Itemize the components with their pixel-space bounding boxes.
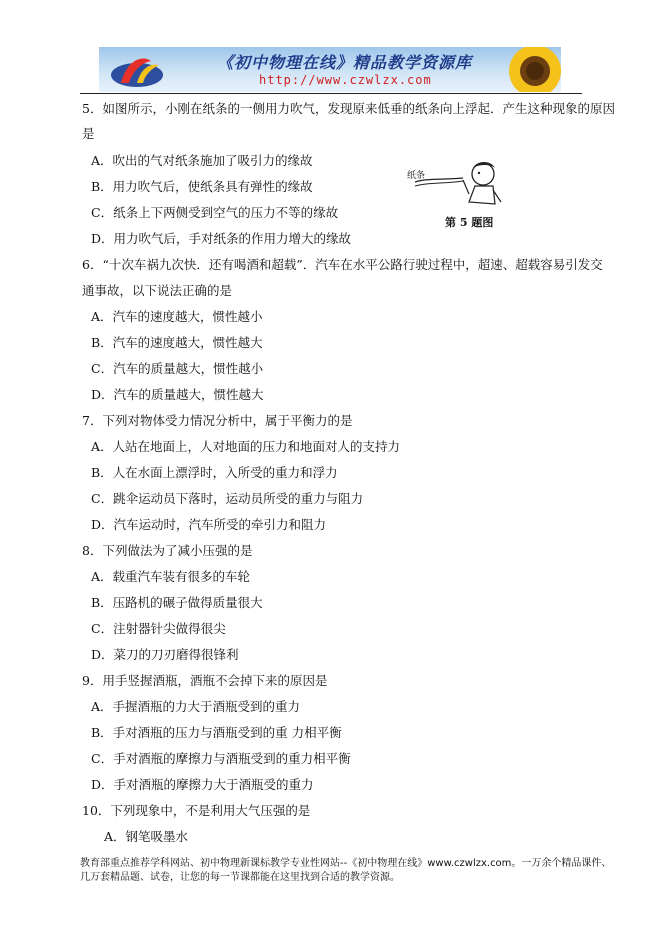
- question-5-stem-line-1: 5．如图所示，小刚在纸条的一侧用力吹气，发现原来低垂的纸条向上浮起．产生这种现象的原因: [82, 101, 615, 116]
- question-10-option-a: A．钢笔吸墨水: [104, 829, 189, 844]
- footer-line-1: 教育部重点推荐学科网站、初中物理新课标教学专业性网站--《初中物理在线》www.czwlzx.com。一万余个精品课件、: [80, 858, 612, 869]
- question-8-option-d: D．菜刀的刀刃磨得很锋利: [91, 647, 239, 662]
- question-9-option-a: A．手握酒瓶的力大于酒瓶受到的重力: [91, 699, 301, 714]
- question-7-option-a: A．人站在地面上，人对地面的压力和地面对人的支持力: [91, 439, 401, 454]
- question-10-stem: 10．下列现象中，不是利用大气压强的是: [82, 803, 311, 818]
- question-9-option-b: B．手对酒瓶的压力与酒瓶受到的重 力相平衡: [91, 725, 342, 740]
- question-6-stem-line-1: 6．“十次车祸九次快．还有喝酒和超载”．汽车在水平公路行驶过程中，超速、超载容易引发交: [82, 257, 603, 272]
- question-7-option-d: D．汽车运动时，汽车所受的牵引力和阻力: [91, 517, 327, 532]
- question-6-option-a: A．汽车的速度越大，惯性越小: [91, 309, 263, 324]
- question-8-stem: 8．下列做法为了减小压强的是: [82, 543, 253, 558]
- question-7-option-b: B．人在水面上漂浮时，入所受的重力和浮力: [91, 465, 338, 480]
- question-9-option-c: C．手对酒瓶的摩擦力与酒瓶受到的重力相平衡: [91, 751, 351, 766]
- question-5-option-a: A．吹出的气对纸条施加了吸引力的缘故: [91, 153, 313, 168]
- question-6-option-d: D．汽车的质量越大，惯性越大: [91, 387, 264, 402]
- header-divider: [80, 93, 582, 94]
- question-6-option-c: C．汽车的质量越大，惯性越小: [91, 361, 264, 376]
- figure-caption: 第 5 题图: [445, 216, 494, 229]
- question-8-option-c: C．注射器针尖做得很尖: [91, 621, 226, 636]
- footer-line-2: 几万套精品题、试卷，让您的每一节课都能在这里找到合适的教学资源。: [80, 872, 400, 883]
- figure-paper-label: 纸条: [407, 171, 426, 181]
- question-8-option-b: B．压路机的碾子做得质量很大: [91, 595, 263, 610]
- question-6-stem-line-2: 通事故，以下说法正确的是: [82, 283, 233, 298]
- sunflower-icon: [491, 47, 561, 92]
- question-6-option-b: B．汽车的速度越大，惯性越大: [91, 335, 263, 350]
- banner-title: 《初中物理在线》精品教学资源库: [217, 53, 473, 72]
- question-7-option-c: C．跳伞运动员下落时，运动员所受的重力与阻力: [91, 491, 364, 506]
- question-9-option-d: D．手对酒瓶的摩擦力大于酒瓶受的重力: [91, 777, 314, 792]
- banner-url[interactable]: http://www.czwlzx.com: [259, 73, 432, 87]
- question-7-stem: 7．下列对物体受力情况分析中，属于平衡力的是: [82, 413, 353, 428]
- question-5-option-b: B．用力吹气后，使纸条具有弹性的缘故: [91, 179, 313, 194]
- question-5-option-c: C．纸条上下两侧受到空气的压力不等的缘故: [91, 205, 339, 220]
- header-banner: [99, 47, 561, 92]
- question-5-option-d: D．用力吹气后，手对纸条的作用力增大的缘故: [91, 231, 352, 246]
- question-5-stem-line-2: 是: [82, 126, 95, 141]
- question-5-figure: [407, 158, 513, 236]
- question-8-option-a: A．载重汽车装有很多的车轮: [91, 569, 251, 584]
- question-9-stem: 9．用手竖握酒瓶，酒瓶不会掉下来的原因是: [82, 673, 328, 688]
- site-logo-icon: [107, 49, 167, 91]
